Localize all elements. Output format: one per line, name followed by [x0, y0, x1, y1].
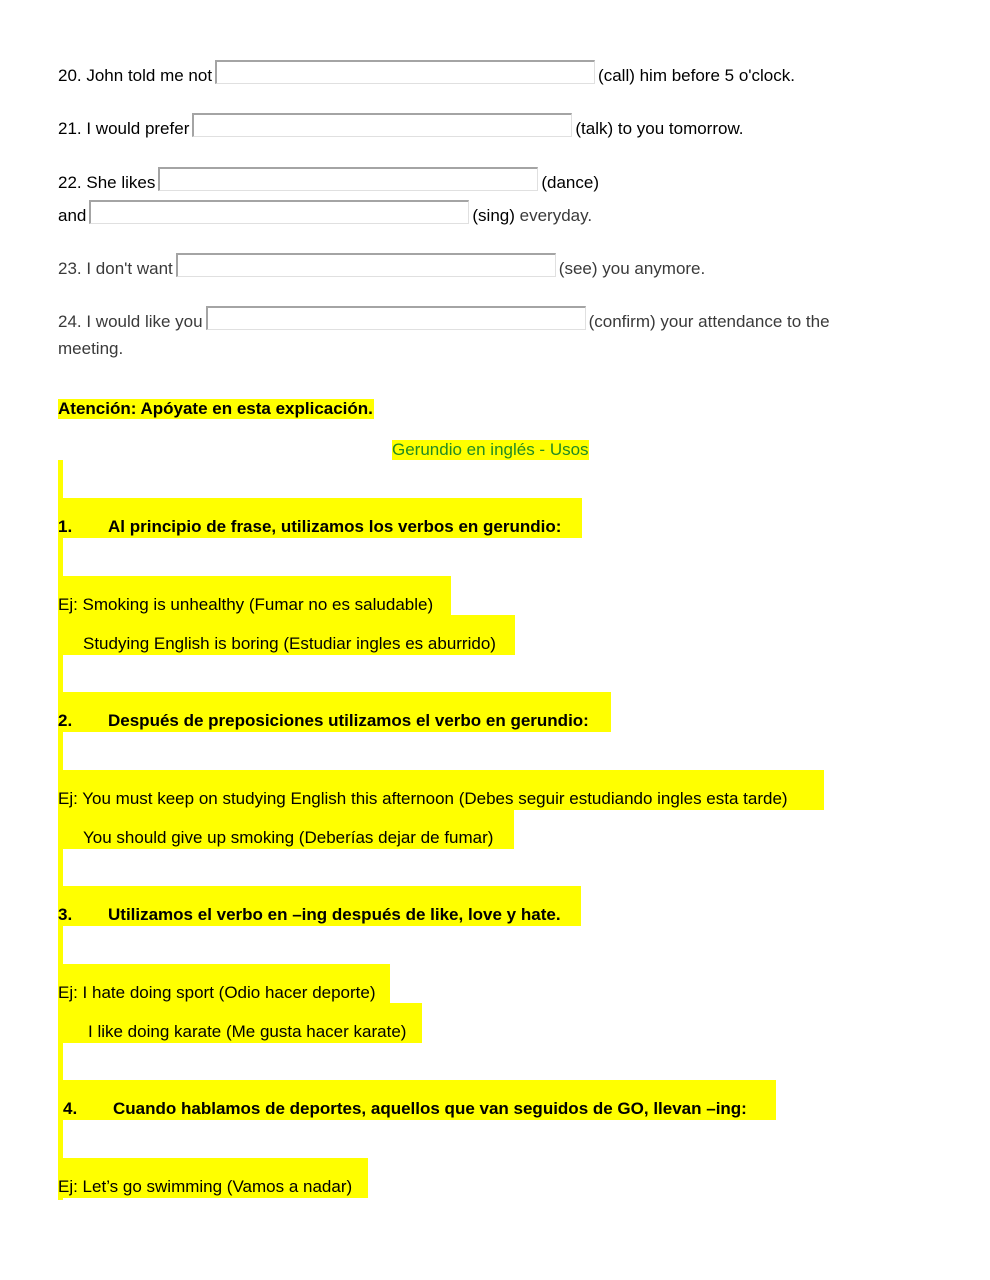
use-1-heading: [58, 517, 561, 537]
exercise-20: [58, 62, 795, 86]
exercise-hint: (see) you anymore.: [558, 259, 706, 278]
use-number: 2.: [58, 711, 73, 730]
answer-input-22b[interactable]: [89, 200, 469, 224]
exercise-hint: (dance): [541, 173, 599, 192]
use-heading-text: Al principio de frase, utilizamos los verbos en gerundio:: [108, 517, 562, 536]
example-line: I like doing karate (Me gusta hacer karate): [88, 1022, 407, 1041]
answer-input-24[interactable]: [206, 306, 586, 330]
use-2-heading: [58, 711, 589, 731]
exercise-prompt: 20. John told me not: [58, 66, 213, 85]
example-line: Studying English is boring (Estudiar ingles es aburrido): [83, 634, 496, 653]
exercise-24: [58, 308, 830, 332]
exercise-21: [58, 115, 744, 139]
attention-note: Atención: Apóyate en esta explicación.: [58, 399, 373, 418]
exercise-hint: (confirm) your attendance to the: [588, 312, 830, 331]
use-heading-text: Utilizamos el verbo en –ing después de like, love y hate.: [108, 905, 561, 924]
answer-input-21[interactable]: [192, 113, 572, 137]
exercise-prompt: 24. I would like you: [58, 312, 203, 331]
exercise-22: [58, 169, 599, 193]
use-number: 1.: [58, 517, 73, 536]
exercise-hint: (sing): [472, 206, 515, 225]
use-heading-text: Cuando hablamos de deportes, aquellos que van seguidos de GO, llevan –ing:: [113, 1099, 747, 1118]
use-heading-text: Después de preposiciones utilizamos el verbo en gerundio:: [108, 711, 589, 730]
exercise-23: [58, 255, 705, 279]
example-line: Ej: I hate doing sport (Odio hacer deporte): [58, 983, 376, 1002]
use-4-heading: [63, 1099, 747, 1119]
exercise-hint-extra: everyday.: [519, 206, 593, 225]
use-3-heading: [58, 905, 561, 925]
exercise-prompt: 22. She likes: [58, 173, 156, 192]
exercise-hint: (call) him before 5 o'clock.: [598, 66, 795, 85]
example-line: Ej: Let’s go swimming (Vamos a nadar): [58, 1177, 353, 1196]
answer-input-23[interactable]: [176, 253, 556, 277]
section-title: Gerundio en inglés - Usos: [392, 440, 589, 459]
exercise-prompt: 21. I would prefer: [58, 119, 190, 138]
use-number: 4.: [63, 1099, 78, 1118]
example-line: You should give up smoking (Deberías dejar de fumar): [83, 828, 494, 847]
exercise-prompt: 23. I don't want: [58, 259, 173, 278]
answer-input-20[interactable]: [215, 60, 595, 84]
example-line: Ej: You must keep on studying English this afternoon (Debes seguir estudiando ingles esta tarde): [58, 789, 788, 808]
exercise-22-continued: [58, 202, 592, 226]
exercise-prompt: and: [58, 206, 87, 225]
example-line: Ej: Smoking is unhealthy (Fumar no es saludable): [58, 595, 434, 614]
exercise-continuation: meeting.: [58, 339, 124, 358]
answer-input-22a[interactable]: [158, 167, 538, 191]
use-number: 3.: [58, 905, 73, 924]
exercise-hint: (talk) to you tomorrow.: [575, 119, 744, 138]
